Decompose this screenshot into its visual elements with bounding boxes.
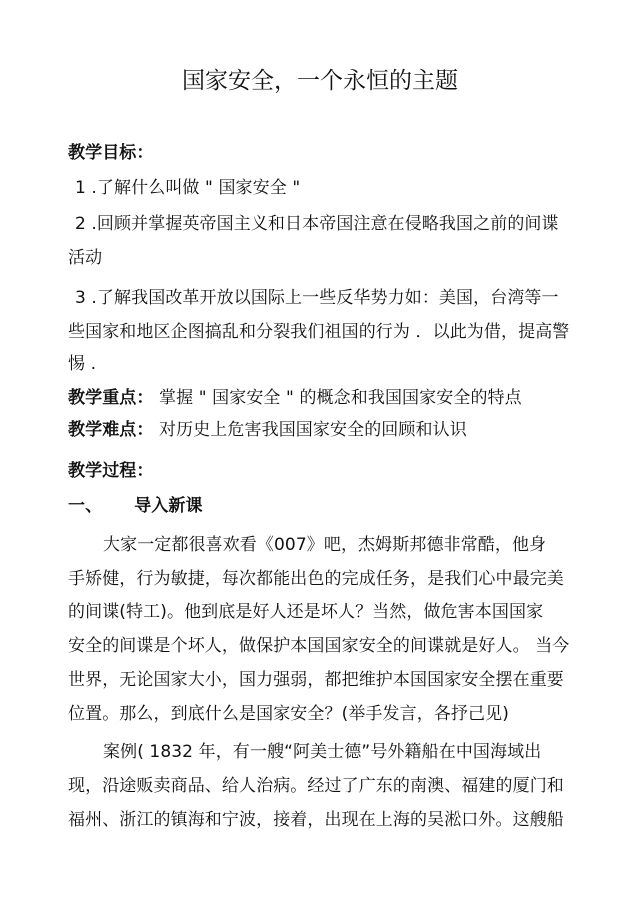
objective-line: 活动 <box>68 248 103 268</box>
section-number: 一、 <box>68 496 103 516</box>
section-heading <box>68 494 600 518</box>
paragraph-line: 大家一定都很喜欢看《007》吧，杰姆斯邦德非常酷，他身 <box>103 535 547 555</box>
key-point-label: 教学重点： <box>68 388 154 408</box>
objective-line: 3 .了解我国改革开放以国际上一些反华势力如：美国，台湾等一 <box>75 288 559 308</box>
difficulty-label: 教学难点： <box>68 420 154 440</box>
objectives-heading: 教学目标： <box>68 143 154 163</box>
paragraph-line: 安全的间谍是个坏人，做保护本国国家安全的间谍就是好人。 当今 <box>68 636 570 656</box>
paragraph-line: 的间谍(特工)。他到底是好人还是坏人？当然，做危害本国国家 <box>68 602 544 622</box>
key-point-text: 掌握 " 国家安全 " 的概念和我国国家安全的特点 <box>153 388 522 408</box>
paragraph-line: 位置。那么，到底什么是国家安全？(举手发言，各抒己见) <box>68 704 509 724</box>
key-point <box>68 386 600 410</box>
objective-line: 些国家和地区企图搞乱和分裂我们祖国的行为 ．以此为借，提高警 <box>68 322 570 342</box>
process-heading: 教学过程： <box>68 461 154 481</box>
paragraph-line: 案例( 1832 年，有一艘“阿美士德”号外籍船在中国海域出 <box>103 742 542 762</box>
paragraph-line: 福州、浙江的镇海和宁波，接着，出现在上海的吴淞口外。这艘船 <box>68 810 564 830</box>
page-title: 国家安全，一个永恒的主题 <box>182 68 458 94</box>
paragraph-line: 现，沿途贩卖商品、给人治病。经过了广东的南澳、福建的厦门和 <box>68 776 564 796</box>
paragraph-line: 世界，无论国家大小，国力强弱，都把维护本国国家安全摆在重要 <box>68 670 564 690</box>
difficulty <box>68 418 600 442</box>
objective-line: 2 .回顾并掌握英帝国主义和日本帝国注意在侵略我国之前的间谍 <box>75 214 559 234</box>
objective-line: 1 .了解什么叫做 " 国家安全 " <box>75 178 301 198</box>
difficulty-text: 对历史上危害我国国家安全的回顾和认识 <box>153 420 467 440</box>
objective-line: 惕 . <box>68 354 97 374</box>
paragraph-line: 手矫健，行为敏捷，每次都能出色的完成任务，是我们心中最完美 <box>68 569 564 589</box>
section-title: 导入新课 <box>134 496 203 516</box>
